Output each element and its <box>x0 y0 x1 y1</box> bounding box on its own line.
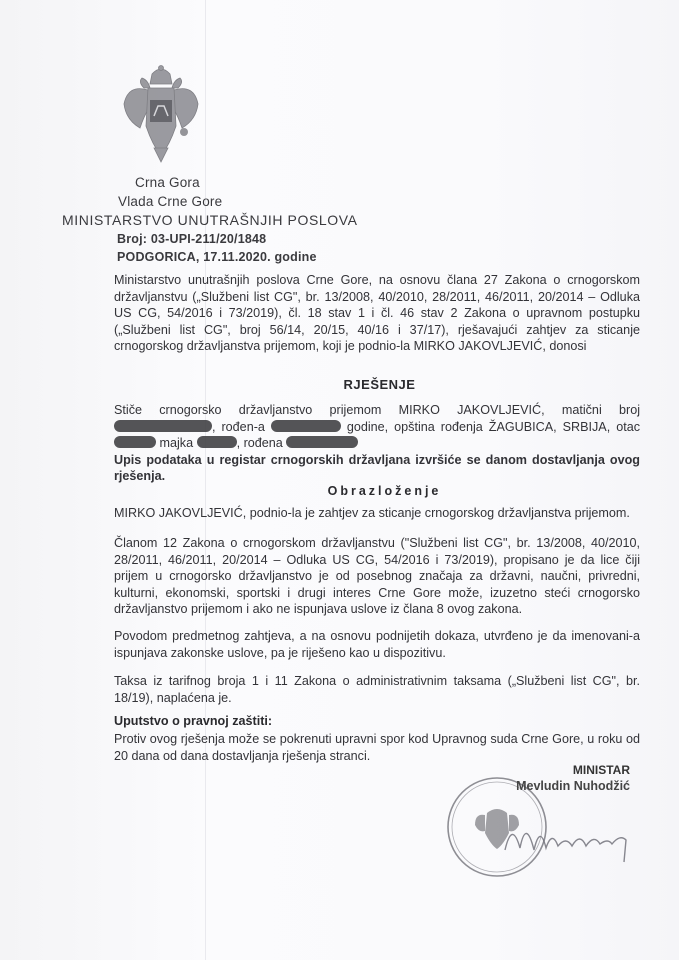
redacted-id-number <box>114 420 212 432</box>
reasoning-paragraph: MIRKO JAKOVLJEVIĆ, podnio-la je zahtjev za sticanje crnogorskog državljanstva prijemom. <box>114 506 630 520</box>
decision-title: RJEŠENJE <box>343 377 416 392</box>
signature-icon <box>500 810 640 870</box>
montenegro-coat-of-arms-icon <box>118 64 204 164</box>
registry-note: Upis podataka u registar crnogorskih državljana izvršiće se danom dostavljanja ovog rješenja. <box>114 452 640 484</box>
reasoning-paragraph: Taksa iz tarifnog broja 1 i 11 Zakona o administrativnim taksama („Službeni list CG", br. 18/19), naplaćena je. <box>114 674 640 705</box>
intro-paragraph: Ministarstvo unutrašnjih poslova Crne Gore, na osnovu člana 27 Zakona o crnogorskom državljanstvu („Službeni list CG", br. 13/2008, 40/2010, 28/2011, 46/2011, 20/2014 – Odluka US CG, 54/2016 i 73/2019), čl. 18 stav 1 i čl. 46 stav 2 Zakona o upravnom postupku („Službeni list CG", broj 56/14, 20/15, 40/16 i 37/17), rješavajući zahtjev za sticanje crnogorskog državljanstva prijemom, koji je podnio-la MIRKO JAKOVLJEVIĆ, donosi <box>114 273 640 354</box>
signatory-name: Mevludin Nuhodžić <box>516 779 630 793</box>
redacted-birth-date <box>271 420 341 432</box>
disposition-text-4: otac <box>616 419 640 434</box>
redacted-mother-name <box>197 436 237 448</box>
disposition-text-6: , rođena <box>236 436 283 451</box>
disposition-text-5: majka <box>159 436 194 451</box>
disposition-text-2: , rođen-a <box>212 419 265 434</box>
signature-block <box>460 763 630 793</box>
reasoning-title: Obrazloženje <box>327 484 442 498</box>
place-and-date: PODGORICA, 17.11.2020. godine <box>117 250 317 264</box>
government-name: Vlada Crne Gore <box>118 194 223 209</box>
redacted-father-name <box>114 436 156 448</box>
country-name: Crna Gora <box>135 175 200 190</box>
reasoning-paragraph: Povodom predmetnog zahtjeva, a na osnovu podnijetih dokaza, utvrđeno je da imenovani-a ispunjava zakonske uslove, pa je riješeno kao u dispozitivu. <box>114 629 640 660</box>
signatory-title: MINISTAR <box>572 763 630 777</box>
legal-remedy-text: Protiv ovog rješenja može se pokrenuti upravni spor kod Upravnog suda Crne Gore, u roku od 20 dana od dana dostavljanja rješenja stranci. <box>114 732 640 763</box>
ministry-name: MINISTARSTVO UNUTRAŠNJIH POSLOVA <box>62 212 358 228</box>
document-number: Broj: 03-UPI-211/20/1848 <box>117 232 267 246</box>
legal-remedy-title: Uputstvo o pravnoj zaštiti: <box>114 714 273 728</box>
disposition-paragraph <box>114 402 640 485</box>
disposition-text-1: Stiče crnogorsko državljanstvo prijemom MIRKO JAKOVLJEVIĆ, matični broj <box>114 403 640 417</box>
redacted-maiden-name <box>286 436 358 448</box>
reasoning-paragraph: Članom 12 Zakona o crnogorskom državljanstvu ("Službeni list CG", br. 13/2008, 40/2010, 28/2011, 46/2011, 20/2014 – Odluka US CG, 54/2016 i 73/2019), propisano je da lice čiji prijem u crnogorsko državljanstvo je od posebnog značaja za državni, naučni, privredni, kulturni, ekonomski, sportski i drugi interes Crne Gore može, izuzetno steći crnogorsko državljanstvo prijemom i ako ne ispunjava uslove iz člana 8 ovog zakona. <box>114 536 640 617</box>
disposition-text-3: godine, opština rođenja ŽAGUBICA, SRBIJA, <box>346 419 611 434</box>
